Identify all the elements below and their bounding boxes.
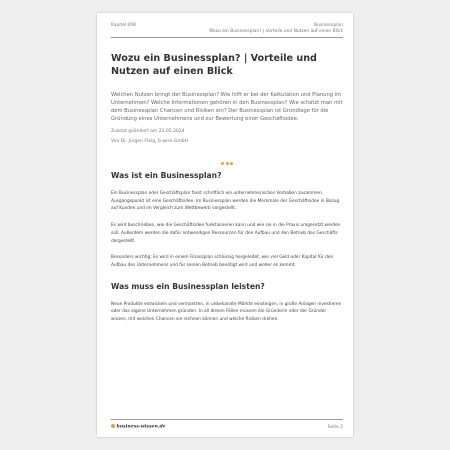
section-heading: Was muss ein Businessplan leisten? [111, 281, 265, 291]
chapter-label: Kapitel 008 [111, 23, 136, 28]
page-footer [111, 419, 343, 434]
body-paragraph: Ein Businessplan oder Geschäftsplan fasst schriftlich ein unternehmerisches Vorhaben zusammen. Ausgangspunkt ist eine Geschäftsidee. Im Businessplan werden die Merkmale der Geschäftsidee in Bezug auf Kunden und im Vergleich zum Wettbewerb vorgestellt. [111, 191, 340, 212]
page-header [111, 23, 343, 38]
body-paragraph: Es wird beschrieben, wie die Geschäftsidee funktionieren kann und wie sie in die Praxis umgesetzt werden soll. Außerdem werden die dafür notwendigen Ressourcen für den Aufbau und den Betrieb des Geschäfts dargestellt. [111, 223, 341, 244]
article-meta [111, 127, 343, 147]
section-label: Businessplan [314, 23, 343, 28]
header-right [209, 23, 343, 35]
page-number: Seite 2 [327, 425, 343, 430]
intro-paragraph: Welchen Nutzen bringt der Businessplan? Wie hilft er bei der Kalkulation und Planung im Unternehmen? Welche Informationen gehören in den Businessplan? Wie schätzt man mit dem Businessplan Chancen und Risiken ein? Der Businessplan ist Grundlage für die Gründung eines Unternehmens und zur Bewertung einer Geschäftsidee. [111, 92, 343, 122]
article-title [111, 52, 343, 78]
document-page [97, 13, 353, 437]
title-line-2: Nutzen auf einen Blick [111, 66, 233, 77]
dot-icon [230, 162, 233, 165]
body-paragraph: Neue Produkte entwickeln und vermarkten, in unbekannte Märkte einsteigen, in große Anlagen investieren oder das eigene Unternehmen gründen. In all diesen Fällen müssen die Gründerin oder der Gründer wissen, mit welchen Chancen sie rechnen können und welche Risiken drohen. [111, 301, 342, 323]
site-logo [111, 424, 166, 430]
dot-icon [221, 162, 224, 165]
body-paragraph: Besonders wichtig: Es wird in einem Finanzplan schlüssig hergeleitet, wie viel Geld oder Kapital für den Aufbau des Unternehmens und für seinen Betrieb benötigt wird und woher es kommt. [111, 255, 334, 268]
title-line-1: Wozu ein Businessplan? | Vorteile und [111, 53, 317, 64]
header-subtitle: Wozu ein Businessplan? | Vorteile und Nutzen auf einen Blick [208, 29, 343, 34]
logo-dot-icon [111, 424, 115, 428]
logo-text: business-wissen.de [116, 424, 166, 430]
separator-dots [111, 153, 343, 161]
section-heading: Was ist ein Businessplan? [111, 171, 222, 180]
author-line: Von Dr. Jürgen Fleig, b-wise GmbH [111, 139, 189, 144]
dot-icon [226, 162, 229, 165]
updated-date: Zuletzt geändert am 23.05.2024 [111, 129, 185, 134]
